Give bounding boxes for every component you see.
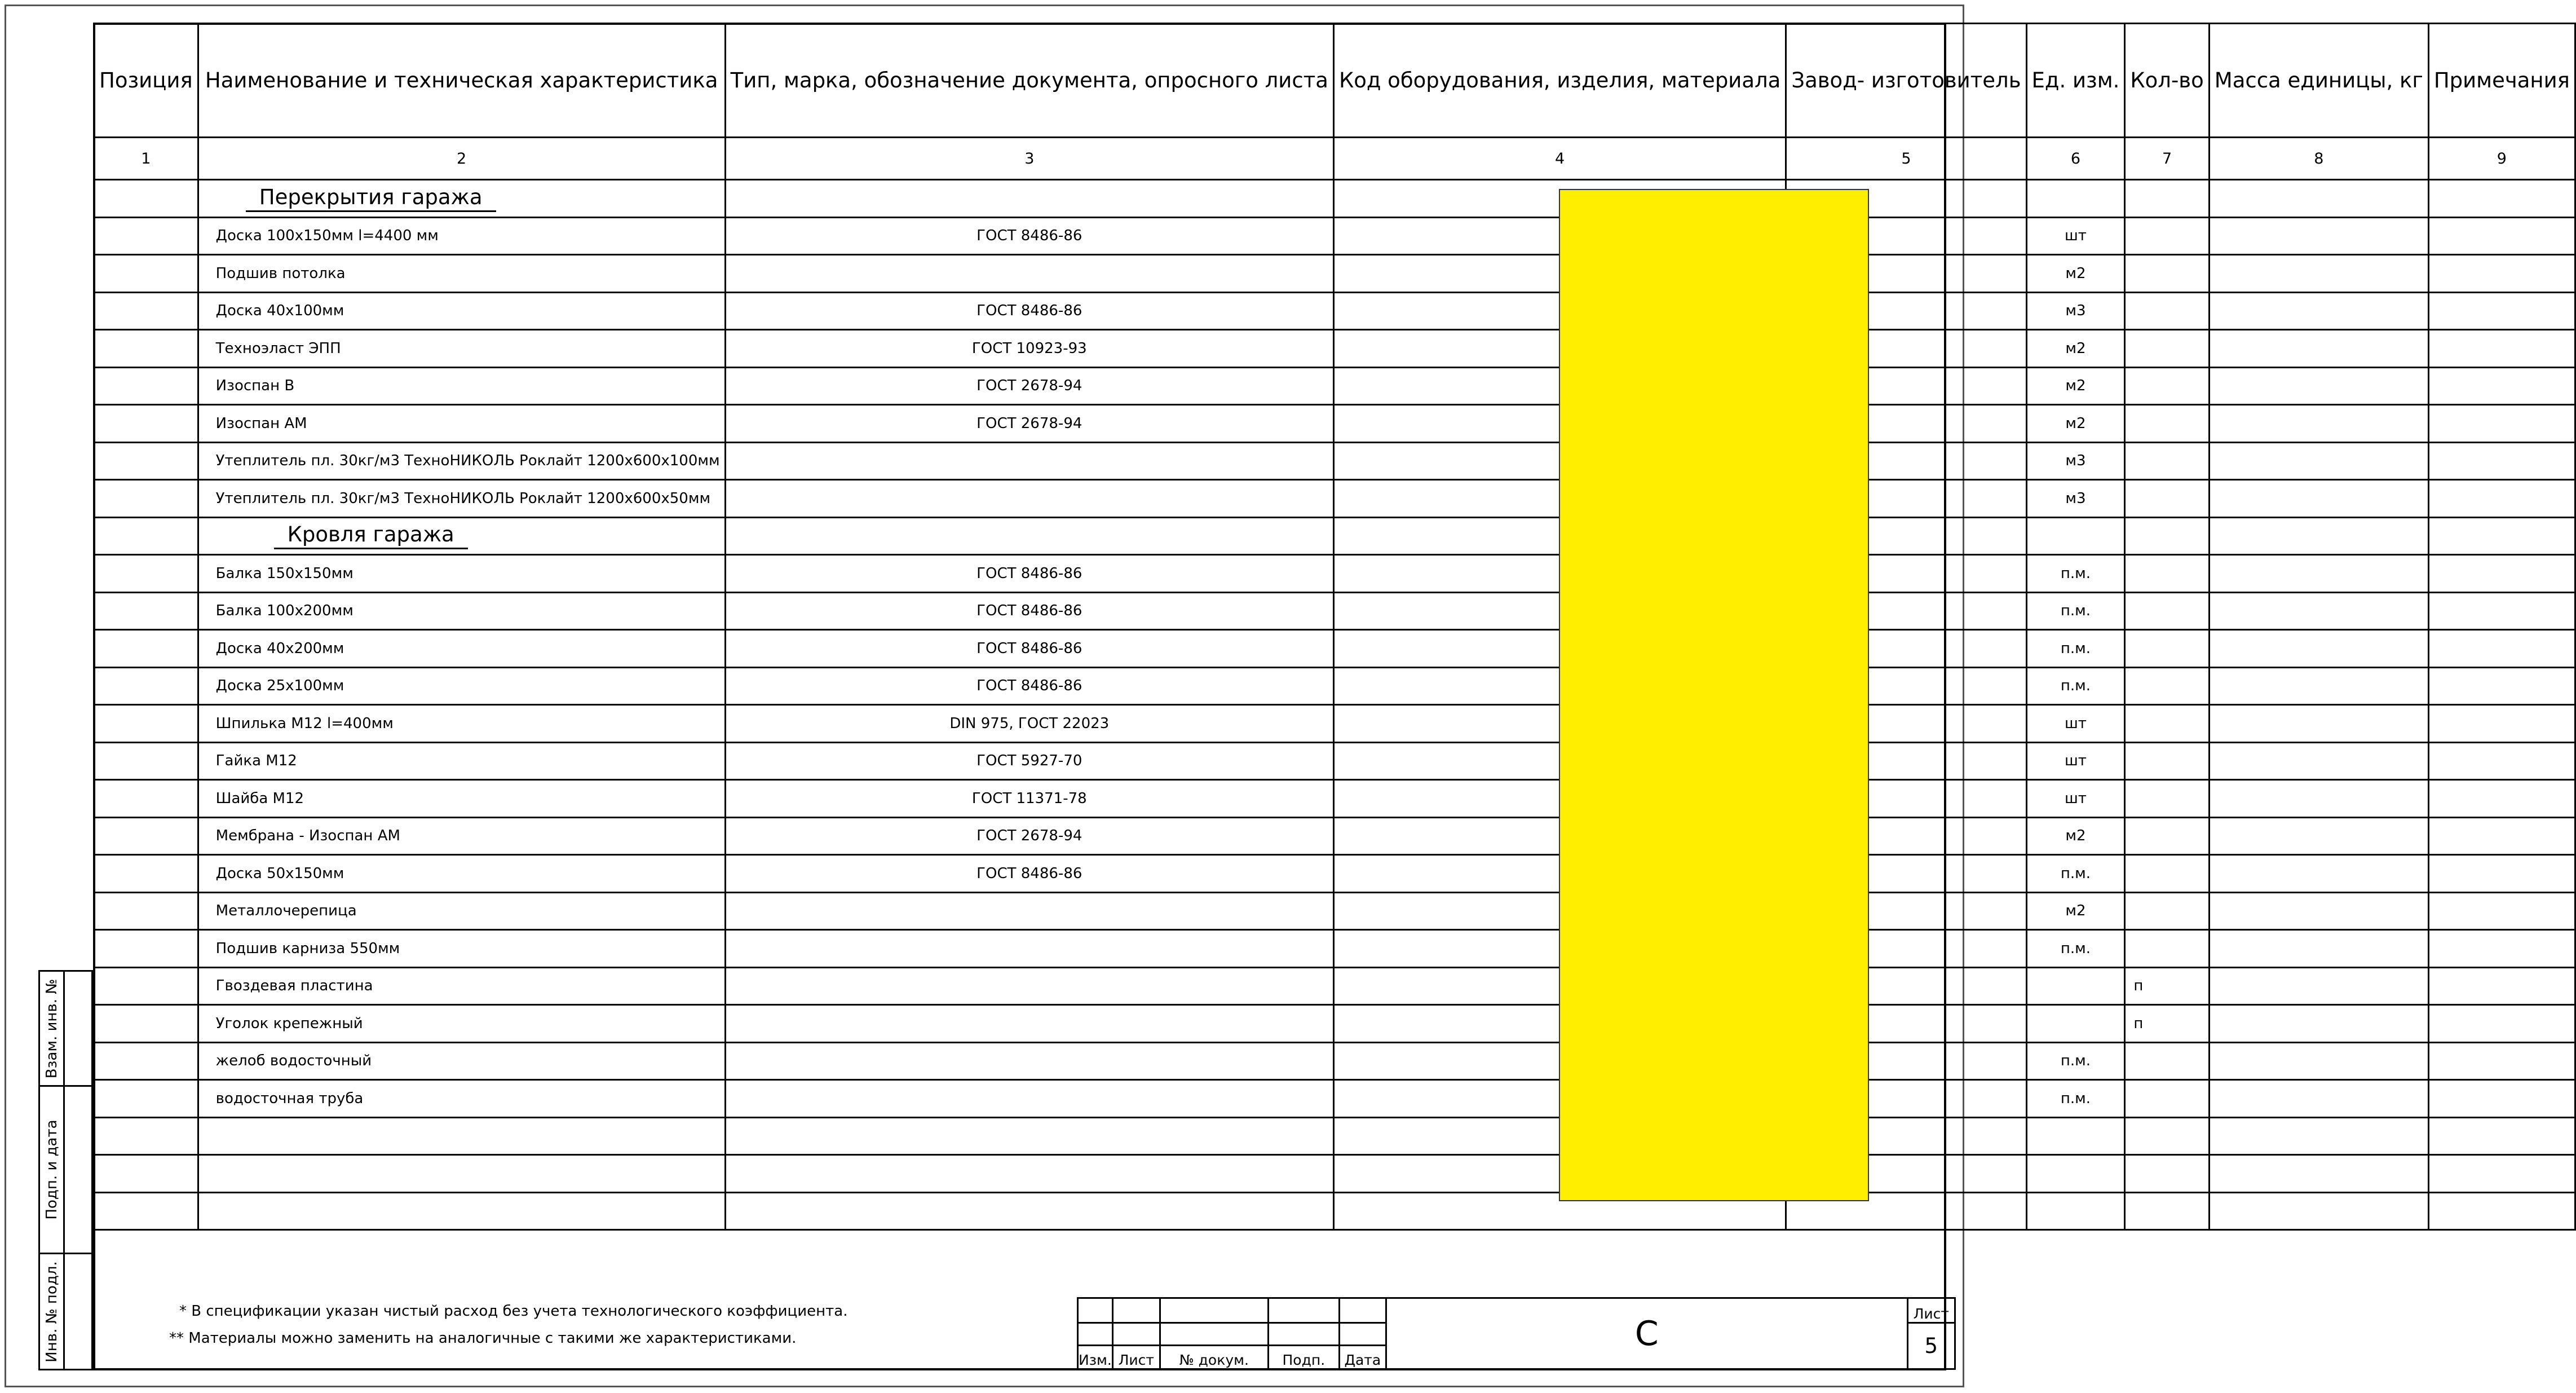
cell-unit: м2 [2026, 255, 2125, 293]
table-row [94, 442, 2575, 480]
cell-type: ГОСТ 8486-86 [725, 630, 1333, 668]
cell-name: Изоспан АМ [198, 405, 725, 443]
cell-mass [2209, 217, 2428, 255]
cell-mass [2209, 1155, 2428, 1193]
cell-name: Уголок крепежный [198, 1005, 725, 1043]
side-stamp-label: Взам. инв. № [43, 978, 60, 1078]
cell-type [725, 930, 1333, 968]
cell-type: ГОСТ 5927-70 [725, 742, 1333, 780]
cell-notes [2428, 892, 2575, 930]
cell-quantity [2125, 667, 2209, 705]
table-row [94, 667, 2575, 705]
table-row [94, 705, 2575, 743]
document-code: С [1386, 1298, 1907, 1369]
cell-unit: м3 [2026, 292, 2125, 330]
cell-type: ГОСТ 8486-86 [725, 217, 1333, 255]
cell-quantity [2125, 255, 2209, 293]
cell-quantity [2125, 555, 2209, 593]
cell-name: Шайба М12 [198, 780, 725, 818]
cell-type: ГОСТ 10923-93 [725, 330, 1333, 368]
cell-type [725, 1117, 1333, 1155]
cell-position [94, 630, 198, 668]
cell-type [725, 967, 1333, 1005]
cell-type [725, 892, 1333, 930]
header-notes: Примечания [2428, 24, 2575, 138]
cell-position [94, 667, 198, 705]
header-code: Код оборудования, изделия, материала [1333, 24, 1786, 138]
cell-mass [2209, 1117, 2428, 1155]
cell-name: Доска 50х150мм [198, 855, 725, 893]
cell-position [94, 705, 198, 743]
cell-name: Доска 100х150мм l=4400 мм [198, 217, 725, 255]
cell-unit: шт [2026, 217, 2125, 255]
cell-notes [2428, 667, 2575, 705]
cell-unit: шт [2026, 705, 2125, 743]
stamp-doc-number: № докум. [1160, 1346, 1268, 1369]
cell-mass [2209, 1080, 2428, 1118]
cell-type: ГОСТ 2678-94 [725, 405, 1333, 443]
cell-notes [2428, 292, 2575, 330]
cell-notes [2428, 1192, 2575, 1230]
cell-type: ГОСТ 8486-86 [725, 292, 1333, 330]
cell-quantity [2125, 630, 2209, 668]
cell-notes [2428, 780, 2575, 818]
cell-unit: п.м. [2026, 855, 2125, 893]
cell-position [94, 892, 198, 930]
cell-type [725, 442, 1333, 480]
cell-unit [2026, 967, 2125, 1005]
cell-name: Шпилька М12 l=400мм [198, 705, 725, 743]
cell-notes [2428, 255, 2575, 293]
cell-unit: шт [2026, 742, 2125, 780]
header-type: Тип, марка, обозначение документа, опросного листа [725, 24, 1333, 138]
table-row [94, 742, 2575, 780]
column-number: 7 [2125, 138, 2209, 180]
cell-mass [2209, 780, 2428, 818]
cell-name: желоб водосточный [198, 1042, 725, 1080]
table-row [94, 967, 2575, 1005]
cell-quantity [2125, 780, 2209, 818]
cell-position [94, 217, 198, 255]
cell-unit: п.м. [2026, 667, 2125, 705]
sheet-label: Лист [1907, 1298, 1955, 1323]
cell-unit: п.м. [2026, 555, 2125, 593]
cell-type [725, 255, 1333, 293]
table-row [94, 330, 2575, 368]
column-number: 2 [198, 138, 725, 180]
cell-notes [2428, 217, 2575, 255]
cell-notes [2428, 592, 2575, 630]
cell-notes [2428, 442, 2575, 480]
cell-notes [2428, 367, 2575, 405]
cell-notes [2428, 1155, 2575, 1193]
cell-notes [2428, 1042, 2575, 1080]
cell-notes [2428, 855, 2575, 893]
table-row [94, 555, 2575, 593]
cell-mass [2209, 667, 2428, 705]
cell-unit: м2 [2026, 330, 2125, 368]
cell-type: ГОСТ 2678-94 [725, 817, 1333, 855]
cell-notes [2428, 817, 2575, 855]
cell-mass [2209, 255, 2428, 293]
column-number-row [94, 138, 2575, 180]
cell-mass [2209, 517, 2428, 555]
cell-mass [2209, 892, 2428, 930]
cell-mass [2209, 367, 2428, 405]
cell-unit: шт [2026, 780, 2125, 818]
stamp-date: Дата [1339, 1346, 1386, 1369]
cell-position [94, 780, 198, 818]
cell-type [725, 1155, 1333, 1193]
cell-position [94, 367, 198, 405]
cell-unit: м2 [2026, 405, 2125, 443]
table-row [94, 292, 2575, 330]
cell-type [725, 1042, 1333, 1080]
header-quantity: Кол-во [2125, 24, 2209, 138]
cell-quantity [2125, 1080, 2209, 1118]
stamp-izm: Изм. [1078, 1346, 1113, 1369]
cell-mass [2209, 630, 2428, 668]
cell-quantity [2125, 180, 2209, 218]
cell-position [94, 1155, 198, 1193]
cell-quantity [2125, 480, 2209, 518]
cell-unit: м3 [2026, 442, 2125, 480]
cell-position [94, 1192, 198, 1230]
cell-mass [2209, 705, 2428, 743]
footnote-2: ** Материалы можно заменить на аналогичные с такими же характеристиками. [169, 1330, 797, 1347]
table-row [94, 1192, 2575, 1230]
cell-quantity [2125, 517, 2209, 555]
cell-notes [2428, 405, 2575, 443]
cell-name: Гвоздевая пластина [198, 967, 725, 1005]
table-row [94, 367, 2575, 405]
header-name: Наименование и техническая характеристика [198, 24, 725, 138]
section-title: Кровля гаража [274, 522, 468, 549]
table-row [94, 217, 2575, 255]
cell-mass [2209, 555, 2428, 593]
cell-position [94, 1005, 198, 1043]
cell-quantity [2125, 892, 2209, 930]
cell-quantity: п [2125, 1005, 2209, 1043]
cell-position [94, 742, 198, 780]
cell-name: Доска 40х100мм [198, 292, 725, 330]
cell-unit [2026, 1117, 2125, 1155]
cell-quantity [2125, 592, 2209, 630]
cell-position [94, 817, 198, 855]
cell-name: Гайка М12 [198, 742, 725, 780]
cell-type [725, 480, 1333, 518]
cell-notes [2428, 480, 2575, 518]
cell-name: Подшив карниза 550мм [198, 930, 725, 968]
cell-mass [2209, 855, 2428, 893]
cell-unit [2026, 1005, 2125, 1043]
cell-quantity [2125, 292, 2209, 330]
cell-name [198, 180, 725, 218]
cell-type: ГОСТ 8486-86 [725, 555, 1333, 593]
cell-quantity [2125, 405, 2209, 443]
section-title: Перекрытия гаража [246, 185, 496, 212]
cell-quantity [2125, 817, 2209, 855]
cell-mass [2209, 1005, 2428, 1043]
cell-notes [2428, 555, 2575, 593]
table-row [94, 855, 2575, 893]
table-row [94, 1155, 2575, 1193]
cell-type [725, 180, 1333, 218]
cell-unit: п.м. [2026, 1042, 2125, 1080]
cell-unit: п.м. [2026, 630, 2125, 668]
cell-notes [2428, 180, 2575, 218]
column-number: 9 [2428, 138, 2575, 180]
cell-notes [2428, 742, 2575, 780]
cell-unit: п.м. [2026, 592, 2125, 630]
table-row [94, 930, 2575, 968]
side-stamp-replaced-inv [38, 970, 93, 1087]
cell-position [94, 330, 198, 368]
stamp-signature: Подп. [1268, 1346, 1339, 1369]
cell-position [94, 442, 198, 480]
side-stamp-signature-date [38, 1085, 93, 1254]
cell-name: Балка 100х200мм [198, 592, 725, 630]
cell-quantity [2125, 930, 2209, 968]
cell-mass [2209, 1192, 2428, 1230]
cell-mass [2209, 405, 2428, 443]
cell-quantity: п [2125, 967, 2209, 1005]
cell-position [94, 855, 198, 893]
specification-table [93, 23, 2576, 1231]
cell-notes [2428, 517, 2575, 555]
cell-quantity [2125, 1117, 2209, 1155]
table-row [94, 592, 2575, 630]
table-row [94, 255, 2575, 293]
cell-quantity [2125, 217, 2209, 255]
cell-mass [2209, 967, 2428, 1005]
cell-name [198, 1117, 725, 1155]
section-row [94, 517, 2575, 555]
section-row [94, 180, 2575, 218]
cell-mass [2209, 480, 2428, 518]
column-number: 1 [94, 138, 198, 180]
cell-name: Балка 150х150мм [198, 555, 725, 593]
cell-position [94, 480, 198, 518]
cell-position [94, 1080, 198, 1118]
cell-notes [2428, 1117, 2575, 1155]
cell-mass [2209, 817, 2428, 855]
header-mass: Масса единицы, кг [2209, 24, 2428, 138]
cell-notes [2428, 1080, 2575, 1118]
cell-position [94, 180, 198, 218]
table-row [94, 780, 2575, 818]
title-block [1077, 1297, 1956, 1370]
cell-mass [2209, 930, 2428, 968]
cell-type: ГОСТ 11371-78 [725, 780, 1333, 818]
cell-name: Металлочерепица [198, 892, 725, 930]
header-unit: Ед. изм. [2026, 24, 2125, 138]
cell-unit: п.м. [2026, 930, 2125, 968]
cell-name: Подшив потолка [198, 255, 725, 293]
cell-mass [2209, 292, 2428, 330]
cell-notes [2428, 967, 2575, 1005]
cell-quantity [2125, 1042, 2209, 1080]
cell-position [94, 555, 198, 593]
cell-position [94, 592, 198, 630]
header-position: Позиция [94, 24, 198, 138]
table-row [94, 1005, 2575, 1043]
cell-quantity [2125, 1192, 2209, 1230]
cell-position [94, 1042, 198, 1080]
cell-quantity [2125, 330, 2209, 368]
cell-position [94, 1117, 198, 1155]
cell-name: водосточная труба [198, 1080, 725, 1118]
cell-quantity [2125, 367, 2209, 405]
cell-name [198, 1192, 725, 1230]
cell-unit: м2 [2026, 367, 2125, 405]
cell-unit [2026, 517, 2125, 555]
cell-name: Утеплитель пл. 30кг/м3 ТехноНИКОЛЬ Роклайт 1200х600х50мм [198, 480, 725, 518]
cell-type: DIN 975, ГОСТ 22023 [725, 705, 1333, 743]
cell-name: Мембрана - Изоспан АМ [198, 817, 725, 855]
cell-name: Техноэласт ЭПП [198, 330, 725, 368]
cell-quantity [2125, 1155, 2209, 1193]
cell-type: ГОСТ 2678-94 [725, 367, 1333, 405]
cell-mass [2209, 742, 2428, 780]
cell-quantity [2125, 742, 2209, 780]
cell-notes [2428, 705, 2575, 743]
cell-notes [2428, 330, 2575, 368]
redaction-block [1559, 189, 1869, 1201]
cell-type: ГОСТ 8486-86 [725, 855, 1333, 893]
table-row [94, 480, 2575, 518]
header-manufacturer: Завод- изготовитель [1786, 24, 2026, 138]
cell-unit [2026, 1155, 2125, 1193]
cell-name: Доска 40х200мм [198, 630, 725, 668]
cell-type: ГОСТ 8486-86 [725, 667, 1333, 705]
cell-unit: п.м. [2026, 1080, 2125, 1118]
cell-position [94, 930, 198, 968]
table-row [94, 892, 2575, 930]
cell-unit: м2 [2026, 817, 2125, 855]
cell-position [94, 967, 198, 1005]
cell-unit [2026, 180, 2125, 218]
cell-name [198, 517, 725, 555]
cell-mass [2209, 330, 2428, 368]
cell-unit: м2 [2026, 892, 2125, 930]
table-row [94, 817, 2575, 855]
column-number: 5 [1786, 138, 2026, 180]
table-row [94, 1117, 2575, 1155]
cell-position [94, 405, 198, 443]
side-stamp-label: Подп. и дата [43, 1119, 60, 1220]
cell-name: Утеплитель пл. 30кг/м3 ТехноНИКОЛЬ Роклайт 1200х600х100мм [198, 442, 725, 480]
cell-quantity [2125, 442, 2209, 480]
cell-type [725, 1080, 1333, 1118]
cell-position [94, 255, 198, 293]
table-row [94, 630, 2575, 668]
column-number: 3 [725, 138, 1333, 180]
side-stamp-label: Инв. № подл. [43, 1260, 60, 1363]
table-row [94, 1080, 2575, 1118]
stamp-list: Лист [1112, 1346, 1160, 1369]
cell-mass [2209, 1042, 2428, 1080]
column-number: 4 [1333, 138, 1786, 180]
column-number: 8 [2209, 138, 2428, 180]
header-row [94, 24, 2575, 138]
table-row [94, 1042, 2575, 1080]
cell-notes [2428, 930, 2575, 968]
side-stamp [38, 970, 93, 1370]
cell-unit [2026, 1192, 2125, 1230]
cell-name: Изоспан В [198, 367, 725, 405]
cell-mass [2209, 592, 2428, 630]
cell-notes [2428, 1005, 2575, 1043]
table-row [94, 405, 2575, 443]
footnote-1: * В спецификации указан чистый расход без учета технологического коэффициента. [179, 1303, 848, 1320]
cell-notes [2428, 630, 2575, 668]
column-number: 6 [2026, 138, 2125, 180]
cell-mass [2209, 442, 2428, 480]
cell-position [94, 517, 198, 555]
cell-type: ГОСТ 8486-86 [725, 592, 1333, 630]
cell-unit: м3 [2026, 480, 2125, 518]
cell-type [725, 1005, 1333, 1043]
cell-position [94, 292, 198, 330]
cell-quantity [2125, 855, 2209, 893]
cell-name: Доска 25х100мм [198, 667, 725, 705]
cell-type [725, 517, 1333, 555]
cell-mass [2209, 180, 2428, 218]
cell-name [198, 1155, 725, 1193]
side-stamp-original-inv [38, 1253, 93, 1370]
cell-type [725, 1192, 1333, 1230]
sheet-number: 5 [1907, 1323, 1955, 1369]
cell-quantity [2125, 705, 2209, 743]
